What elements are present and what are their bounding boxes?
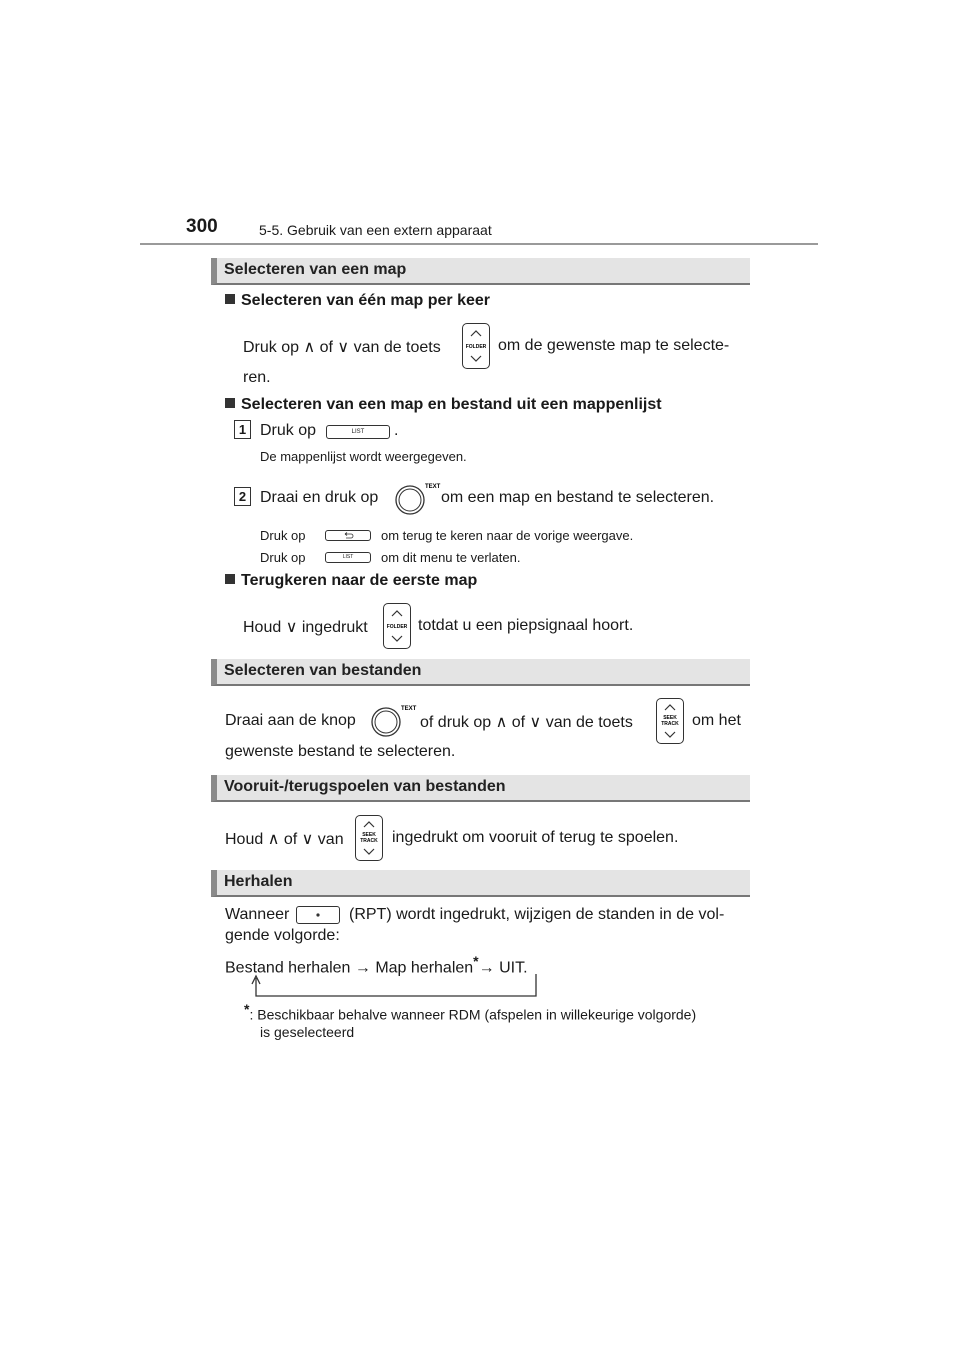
seek-label: SEEK — [362, 832, 376, 838]
square-bullet-icon — [225, 398, 235, 408]
instruction-text: om het — [692, 712, 741, 729]
instruction-text: Wanneer — [225, 906, 290, 923]
folder-button-icon — [383, 603, 411, 649]
list-button-icon: LIST — [325, 552, 371, 563]
track-label: TRACK — [360, 838, 378, 844]
step-text: Draai en druk op — [260, 489, 379, 506]
note-text: Druk op — [260, 528, 306, 543]
page-number: 300 — [186, 216, 218, 237]
text-label: TEXT — [401, 706, 417, 712]
step-text: Druk op — [260, 422, 317, 439]
repeat-sequence: Bestand herhalen → Map herhalen*→ UIT. — [225, 953, 528, 977]
section-header-map — [211, 258, 750, 285]
step-number: 1 — [234, 420, 251, 439]
section-title: Selecteren van bestanden — [224, 662, 422, 679]
note-text: om dit menu te verlaten. — [381, 550, 521, 565]
step-note: De mappenlijst wordt weergegeven. — [260, 449, 467, 464]
section-title: Vooruit-/terugspoelen van bestanden — [224, 778, 506, 795]
instruction-text: Draai aan de knop — [225, 712, 356, 729]
instruction-text: (RPT) wordt ingedrukt, wijzigen de standen in de vol- — [349, 906, 725, 923]
instruction-text: ren. — [243, 369, 271, 386]
instruction-text: Druk op ∧ of ∨ van de toets — [243, 339, 441, 356]
instruction-text: Houd ∨ ingedrukt — [243, 619, 368, 636]
instruction-text: ingedrukt om vooruit of terug te spoelen. — [392, 829, 679, 846]
instruction-text: gende volgorde: — [225, 927, 340, 944]
list-button-icon: LIST — [326, 425, 390, 439]
chapter-title: 5-5. Gebruik van een extern apparaat — [259, 222, 492, 238]
instruction-text: om de gewenste map te selecte- — [498, 337, 730, 354]
subheading-folder-list: Selecteren van een map en bestand uit een mappenlijst — [225, 396, 662, 414]
square-bullet-icon — [225, 294, 235, 304]
instruction-text: Houd ∧ of ∨ van — [225, 831, 344, 848]
loop-back-arrow-icon — [248, 972, 540, 1002]
footnote: *: Beschikbaar behalve wanneer RDM (afspelen in willekeurige volgorde) — [244, 1001, 697, 1023]
tune-knob-icon — [394, 482, 441, 512]
seek-track-button-icon — [355, 815, 383, 861]
subheading-one-folder: Selecteren van één map per keer — [225, 292, 490, 310]
section-title: Herhalen — [224, 873, 293, 890]
square-bullet-icon — [225, 574, 235, 584]
seek-label: SEEK — [663, 715, 677, 721]
instruction-text: gewenste bestand te selecteren. — [225, 743, 456, 760]
section-header-seek — [211, 775, 750, 802]
folder-button-icon — [462, 323, 490, 369]
section-title: Selecteren van een map — [224, 261, 407, 278]
step-number: 2 — [234, 487, 251, 506]
folder-label: FOLDER — [465, 344, 487, 350]
step-text: om een map en bestand te selecteren. — [441, 489, 715, 506]
folder-label: FOLDER — [386, 624, 408, 630]
instruction-text: totdat u een piepsignaal hoort. — [418, 617, 634, 634]
back-button-icon — [325, 530, 371, 541]
instruction-text: of druk op ∧ of ∨ van de toets — [420, 714, 633, 731]
tune-knob-icon — [370, 704, 417, 734]
text-label: TEXT — [425, 484, 441, 490]
header-divider — [140, 243, 818, 245]
note-text: Druk op — [260, 550, 306, 565]
rpt-button-icon — [296, 906, 340, 924]
section-header-files — [211, 659, 750, 686]
step-text: . — [394, 422, 399, 439]
footnote-continued: is geselecteerd — [260, 1024, 355, 1040]
seek-track-button-icon — [656, 698, 684, 744]
note-text: om terug te keren naar de vorige weergave. — [381, 528, 634, 543]
subheading-first-folder: Terugkeren naar de eerste map — [225, 572, 477, 590]
section-header-repeat — [211, 870, 750, 897]
track-label: TRACK — [661, 721, 679, 727]
